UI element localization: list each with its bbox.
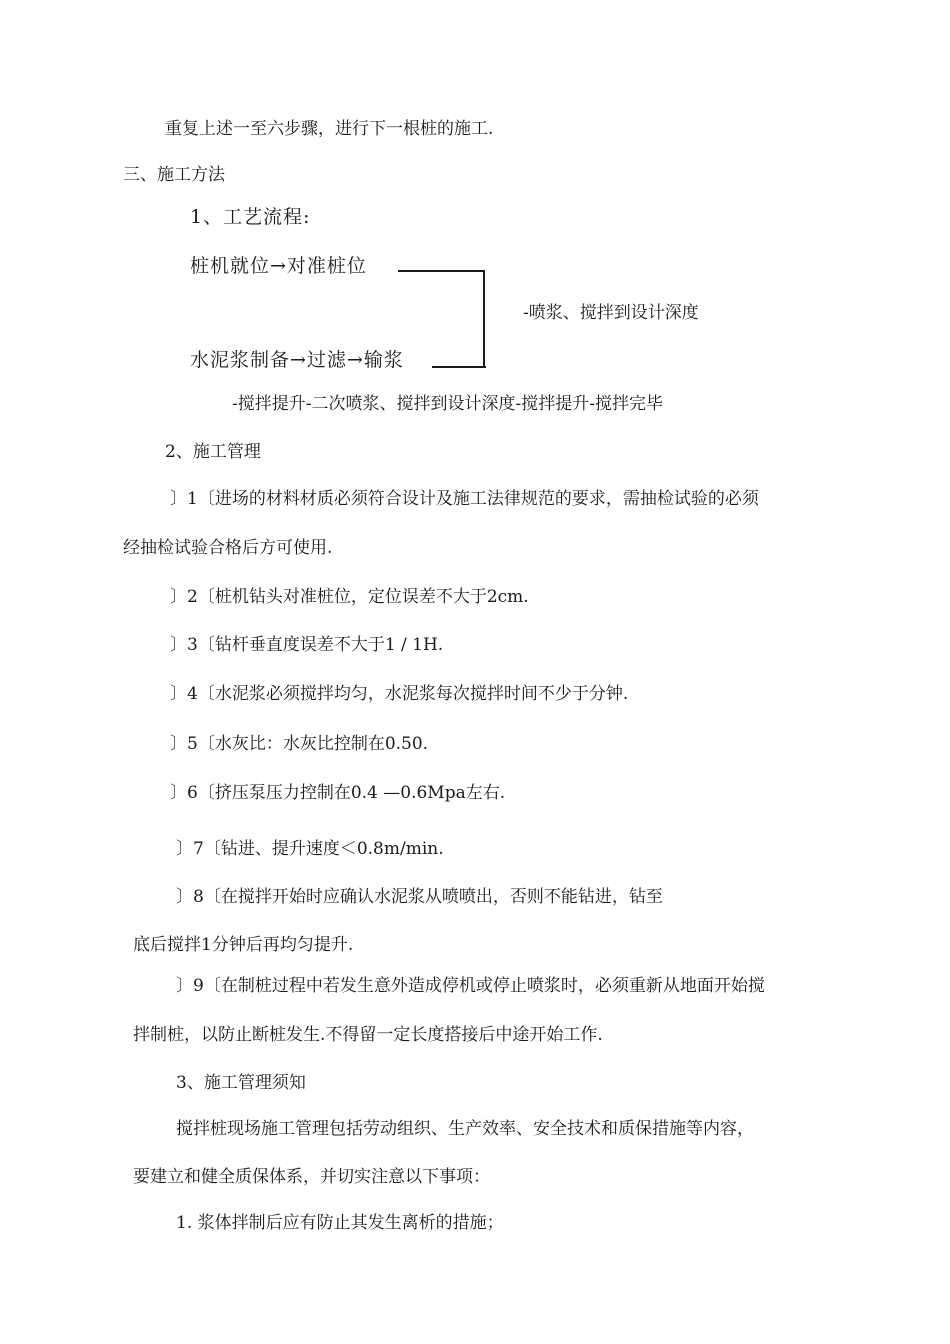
management-item-8: 〕8〔在搅拌开始时应确认水泥浆从喷喷出，否则不能钻进，钻至 [176,887,663,907]
paragraph-management-notes: 搅拌桩现场施工管理包括劳动组织、生产效率、安全技术和质保措施等内容， [176,1119,754,1139]
management-item-9: 〕9〔在制桩过程中若发生意外造成停机或停止喷浆时，必须重新从地面开始搅 [176,976,765,996]
management-item-1-cont: 经抽检试验合格后方可使用. [123,538,333,558]
management-item-8-cont: 底后搅拌1分钟后再均匀提升. [133,935,354,955]
management-item-2: 〕2〔桩机钻头对准桩位，定位误差不大于2cm. [170,587,529,607]
paragraph-management-notes-cont: 要建立和健全质保体系，并切实注意以下事项： [133,1167,490,1187]
flow-connector-top [398,270,484,272]
section-title-construction-method: 三、施工方法 [123,165,225,185]
flow-step-after: -搅拌提升-二次喷浆、搅拌到设计深度-搅拌提升-搅拌完毕 [232,394,663,414]
management-item-6: 〕6〔挤压泵压力控制在0.4 —0.6Mpa左右. [170,783,506,803]
flow-connector-bottom [432,366,486,368]
subsection-title-process-flow: 1、工艺流程: [190,206,311,228]
management-item-1: 〕1〔进场的材料材质必须符合设计及施工法律规范的要求，需抽检试验的必须 [170,489,759,509]
management-item-7: 〕7〔钻进、提升速度＜0.8m/min. [176,839,444,859]
flow-step-bottom: 水泥浆制备→过滤→输浆 [190,349,404,371]
subsection-title-management-notes: 3、施工管理须知 [176,1073,306,1093]
notes-list-item-1: 1. 浆体拌制后应有防止其发生离析的措施； [176,1213,504,1233]
management-item-4: 〕4〔水泥浆必须搅拌均匀，水泥浆每次搅拌时间不少于分钟. [170,684,629,704]
management-item-5: 〕5〔水灰比：水灰比控制在0.50. [170,734,429,754]
subsection-title-construction-management: 2、施工管理 [165,442,261,462]
paragraph-repeat-steps: 重复上述一至六步骤，进行下一根桩的施工. [165,119,494,139]
flow-connector-vertical [483,270,485,368]
flow-step-top: 桩机就位→对准桩位 [190,255,367,277]
flow-step-right: -喷浆、搅拌到设计深度 [523,303,699,323]
management-item-3: 〕3〔钻杆垂直度误差不大于1 / 1H. [170,635,444,655]
management-item-9-cont: 拌制桩，以防止断桩发生.不得留一定长度搭接后中途开始工作. [133,1025,603,1045]
